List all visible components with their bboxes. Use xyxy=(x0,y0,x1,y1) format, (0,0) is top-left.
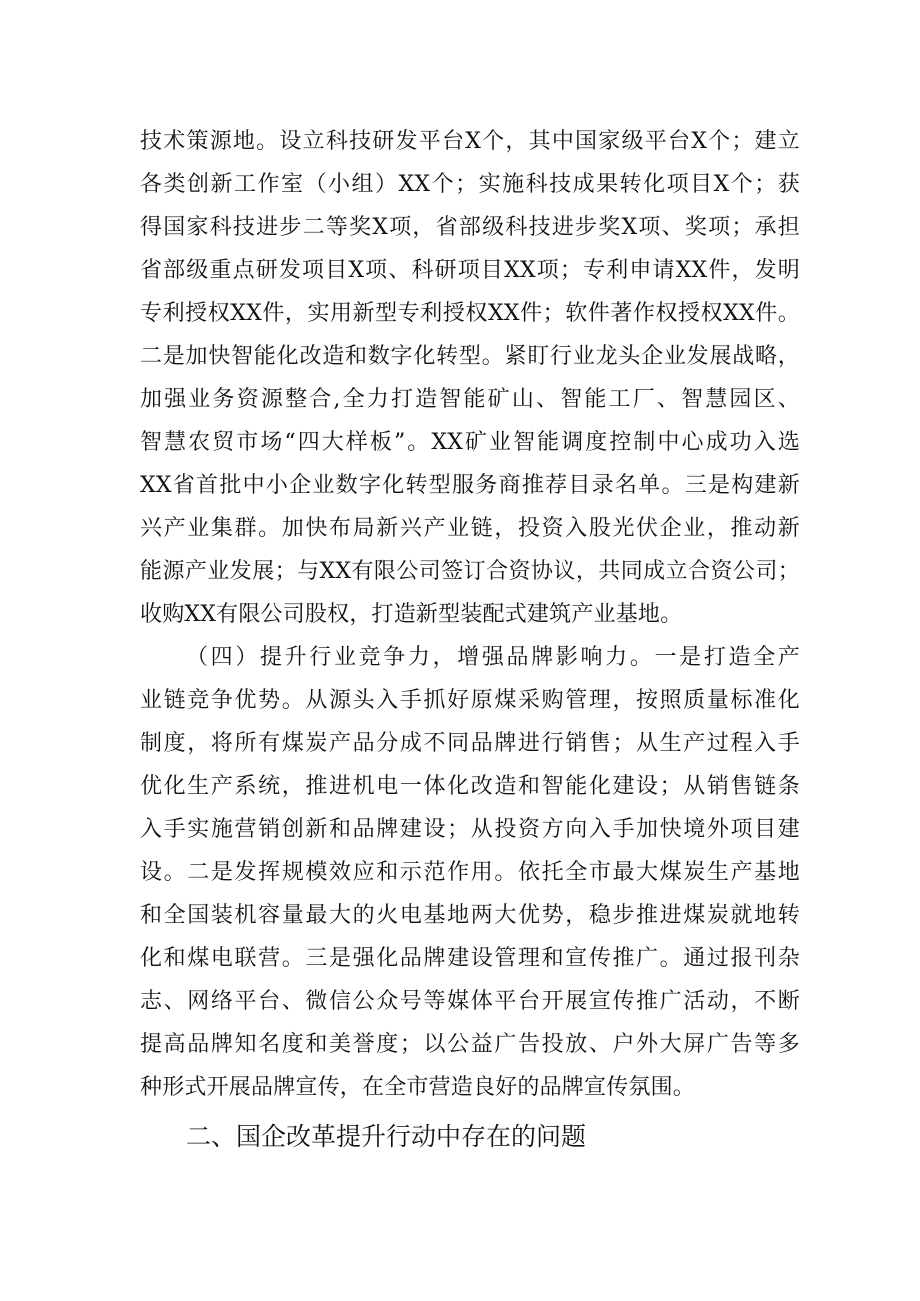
section-heading: 二、国企改革提升行动中存在的问题 xyxy=(186,1122,587,1151)
paragraph-line: 志、网络平台、微信公众号等媒体平台开展宣传推广活动，不断 xyxy=(140,989,800,1014)
paragraph-line: 提高品牌知名度和美誉度；以公益广告投放、户外大屏广告等多 xyxy=(140,1032,800,1057)
paragraph-line: 省部级重点研发项目X项、科研项目XX项；专利申请XX件，发明 xyxy=(140,258,800,283)
paragraph-line: 智慧农贸市场“四大样板”。XX矿业智能调度控制中心成功入选 xyxy=(140,430,800,455)
paragraph-line: 各类创新工作室（小组）XX个；实施科技成果转化项目X个；获 xyxy=(140,172,800,197)
paragraph-line: 兴产业集群。加快布局新兴产业链，投资入股光伏企业，推动新 xyxy=(140,516,800,541)
paragraph-line: 入手实施营销创新和品牌建设；从投资方向入手加快境外项目建 xyxy=(140,817,800,842)
paragraph-line: 业链竞争优势。从源头入手抓好原煤采购管理，按照质量标准化 xyxy=(140,688,800,713)
section-four-first-line: （四）提升行业竞争力，增强品牌影响力。一是打造全产 xyxy=(186,645,800,670)
paragraph-line: 收购XX有限公司股权，打造新型装配式建筑产业基地。 xyxy=(140,602,683,627)
paragraph-line: XX省首批中小企业数字化转型服务商推荐目录名单。三是构建新 xyxy=(140,473,800,498)
paragraph-line: 制度，将所有煤炭产品分成不同品牌进行销售；从生产过程入手 xyxy=(140,731,800,756)
paragraph-line: 种形式开展品牌宣传，在全市营造良好的品牌宣传氛围。 xyxy=(140,1075,696,1100)
paragraph-line: 能源产业发展；与XX有限公司签订合资协议，共同成立合资公司； xyxy=(140,559,800,584)
paragraph-line: 得国家科技进步二等奖X项，省部级科技进步奖X项、奖项；承担 xyxy=(140,215,800,240)
paragraph-line: 加强业务资源整合,全力打造智能矿山、智能工厂、智慧园区、 xyxy=(140,387,800,412)
paragraph-line: 设。二是发挥规模效应和示范作用。依托全市最大煤炭生产基地 xyxy=(140,860,800,885)
paragraph-line: 专利授权XX件，实用新型专利授权XX件；软件著作权授权XX件。 xyxy=(140,301,800,326)
paragraph-line: 技术策源地。设立科技研发平台X个，其中国家级平台X个；建立 xyxy=(140,129,800,154)
paragraph-line: 二是加快智能化改造和数字化转型。紧盯行业龙头企业发展战略， xyxy=(140,344,800,369)
paragraph-line: 优化生产系统，推进机电一体化改造和智能化建设；从销售链条 xyxy=(140,774,800,799)
paragraph-line: 和全国装机容量最大的火电基地两大优势，稳步推进煤炭就地转 xyxy=(140,903,800,928)
paragraph-line: 化和煤电联营。三是强化品牌建设管理和宣传推广。通过报刊杂 xyxy=(140,946,800,971)
